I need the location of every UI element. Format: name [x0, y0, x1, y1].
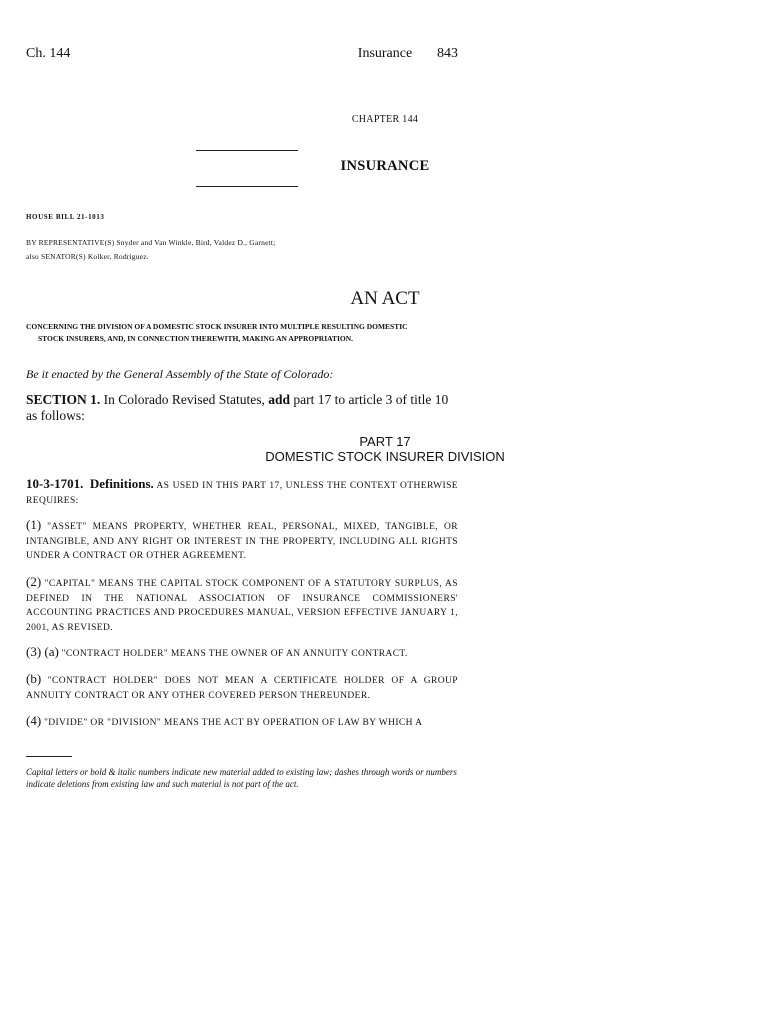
definition-contract-holder-b: [26, 672, 458, 703]
sponsors-line-2: also SENATOR(S) Kolker, Rodriguez.: [26, 252, 149, 261]
section-1-add: add: [268, 392, 291, 407]
part-number: PART 17: [359, 434, 411, 449]
title-rule-top: [196, 150, 298, 151]
definition-3a-text: "CONTRACT HOLDER" MEANS THE OWNER OF AN ANNUITY CONTRACT.: [58, 649, 408, 659]
definition-3a-number: (3) (a): [26, 644, 59, 659]
definition-divide-number: (4): [26, 713, 42, 728]
section-number: 10-3-1701.: [26, 476, 84, 491]
definition-3b-text: "CONTRACT HOLDER" DOES NOT MEAN A CERTIFICATE HOLDER OF A GROUP ANNUITY CONTRACT OR ANY OTHER COVERED PERSON THEREUNDER.: [26, 676, 458, 701]
definition-capital-number: (2): [26, 574, 42, 589]
section-1-label: SECTION 1.: [26, 392, 101, 407]
definitions-intro: AS USED IN THIS PART 17, UNLESS THE CONTEXT OTHERWISE REQUIRES:: [26, 481, 458, 506]
concerning-line-2: STOCK INSURERS, AND, IN CONNECTION THEREWITH, MAKING AN APPROPRIATION.: [38, 334, 354, 343]
chapter-label: CHAPTER 144: [351, 114, 419, 125]
definitions-heading: Definitions.: [89, 476, 154, 491]
running-header-chapter: Ch. 144: [26, 46, 71, 61]
concerning-line-1: CONCERNING THE DIVISION OF A DOMESTIC STOCK INSURER INTO MULTIPLE RESULTING DOMESTIC: [26, 322, 408, 331]
definition-divide-text: "DIVIDE" OR "DIVISION" MEANS THE ACT BY OPERATION OF LAW BY WHICH A: [41, 718, 423, 728]
definition-capital: [26, 575, 458, 635]
running-header-title: Insurance: [357, 46, 413, 61]
section-1-text-after: part 17 to article 3 of title 10 as follows:: [26, 392, 449, 423]
section-1: [26, 392, 458, 424]
footnote: Capital letters or bold & italic numbers indicate new material added to existing law; dashes through words or numbers indicate deletions from existing law and such material is not part of the act.: [26, 767, 457, 789]
definition-asset-text: "ASSET" MEANS PROPERTY, WHETHER REAL, PERSONAL, MIXED, TANGIBLE, OR INTANGIBLE, AND ANY RIGHT OR INTEREST IN THE PROPERTY, INCLUDING ALL RIGHTS UNDER A CONTRACT OR OTHER AGREEMENT.: [26, 522, 458, 561]
bill-number: HOUSE BILL 21-1013: [26, 213, 105, 221]
definition-divide: [26, 714, 458, 731]
definition-asset-number: (1): [26, 517, 42, 532]
part-name: DOMESTIC STOCK INSURER DIVISION: [265, 449, 505, 464]
page-number: 843: [437, 46, 458, 61]
concerning-clause: [26, 321, 462, 345]
chapter-title: INSURANCE: [340, 158, 430, 174]
definition-asset: [26, 518, 458, 564]
act-heading: AN ACT: [350, 288, 420, 309]
sponsors-line-1: BY REPRESENTATIVE(S) Snyder and Van Winkle, Bird, Valdez D., Garnett;: [26, 238, 276, 247]
definition-contract-holder-a: [26, 645, 458, 662]
definition-3b-number: (b): [26, 671, 42, 686]
section-1-text-before: In Colorado Revised Statutes,: [100, 392, 269, 407]
title-rule-bottom: [196, 186, 298, 187]
definition-capital-text: "CAPITAL" MEANS THE CAPITAL STOCK COMPONENT OF A STATUTORY SURPLUS, AS DEFINED IN THE NATIONAL ASSOCIATION OF INSURANCE COMMISSIONERS' ACCOUNTING PRACTICES AND PROCEDURES MANUAL, VERSION EFFECTIVE JANUARY 1, 2001, AS REVISED.: [26, 579, 458, 633]
enacting-clause: Be it enacted by the General Assembly of the State of Colorado:: [26, 367, 334, 381]
footnote-rule: [26, 756, 72, 757]
definitions-paragraph: [26, 477, 458, 508]
